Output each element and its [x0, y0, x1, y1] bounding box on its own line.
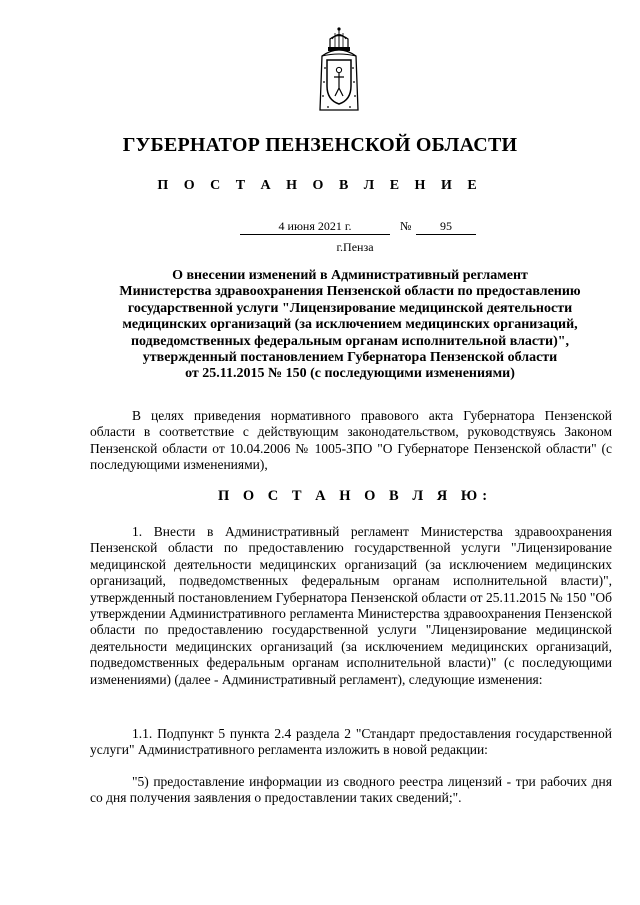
subject-line: О внесении изменений в Административный регламент	[172, 268, 528, 283]
quoted-amendment: "5) предоставление информации из сводного реестра лицензий - три рабочих дня со дня получения заявления о предоставлении таких сведений;".	[90, 774, 612, 806]
decree-date: 4 июня 2021 г.	[240, 218, 390, 235]
subject-line: государственной услуги "Лицензирование медицинской деятельности	[127, 300, 573, 316]
subject-line: утвержденный постановлением Губернатора Пензенской области	[142, 350, 558, 366]
decree-number: 95	[416, 218, 476, 235]
subject-line: Министерства здравоохранения Пензенской области по предоставлению	[119, 284, 581, 300]
subject-line: медицинских организаций (за исключением медицинских организаций,	[122, 317, 578, 333]
item-1-1-paragraph: 1.1. Подпункт 5 пункта 2.4 раздела 2 "Стандарт предоставления государственной услуги" Административного регламента изложить в новой редакции:	[90, 726, 612, 758]
document-type: П О С Т А Н О В Л Е Н И Е	[157, 178, 483, 193]
coat-of-arms-icon	[316, 26, 362, 112]
subject-line: подведомственных федеральным органам исполнительной власти)",	[130, 333, 570, 349]
city-name: г.Пенза	[336, 240, 374, 254]
governor-title: ГУБЕРНАТОР ПЕНЗЕНСКОЙ ОБЛАСТИ	[122, 134, 518, 156]
resolve-heading: П О С Т А Н О В Л Я Ю:	[217, 488, 493, 504]
decree-subject	[90, 268, 610, 383]
preamble-paragraph: В целях приведения нормативного правового акта Губернатора Пензенской области в соответствие с действующим законодательством, руководствуясь Законом Пензенской области от 10.04.2006 № 1005-ЗПО "О Губернаторе Пензенской области" (с последующими изменениями),	[90, 408, 612, 473]
item-1-paragraph: 1. Внести в Административный регламент Министерства здравоохранения Пензенской области по предоставлению государственной услуги "Лицензирование медицинской деятельности медицинских организаций (за исключением медицинских организаций, подведомственных федеральным органам исполнительной власти)", утвержденный постановлением Губернатора Пензенской области от 25.11.2015 № 150 "Об утверждении Административного регламента Министерства здравоохранения Пензенской области по предоставлению государственной услуги "Лицензирование медицинской деятельности медицинских организаций (за исключением медицинских организаций, подведомственных федеральным органам исполнительной власти)" (с последующими изменениями) (далее - Административный регламент), следующие изменения:	[90, 524, 612, 687]
number-sign: №	[400, 219, 412, 233]
subject-line: от 25.11.2015 № 150 (с последующими изменениями)	[185, 366, 515, 382]
